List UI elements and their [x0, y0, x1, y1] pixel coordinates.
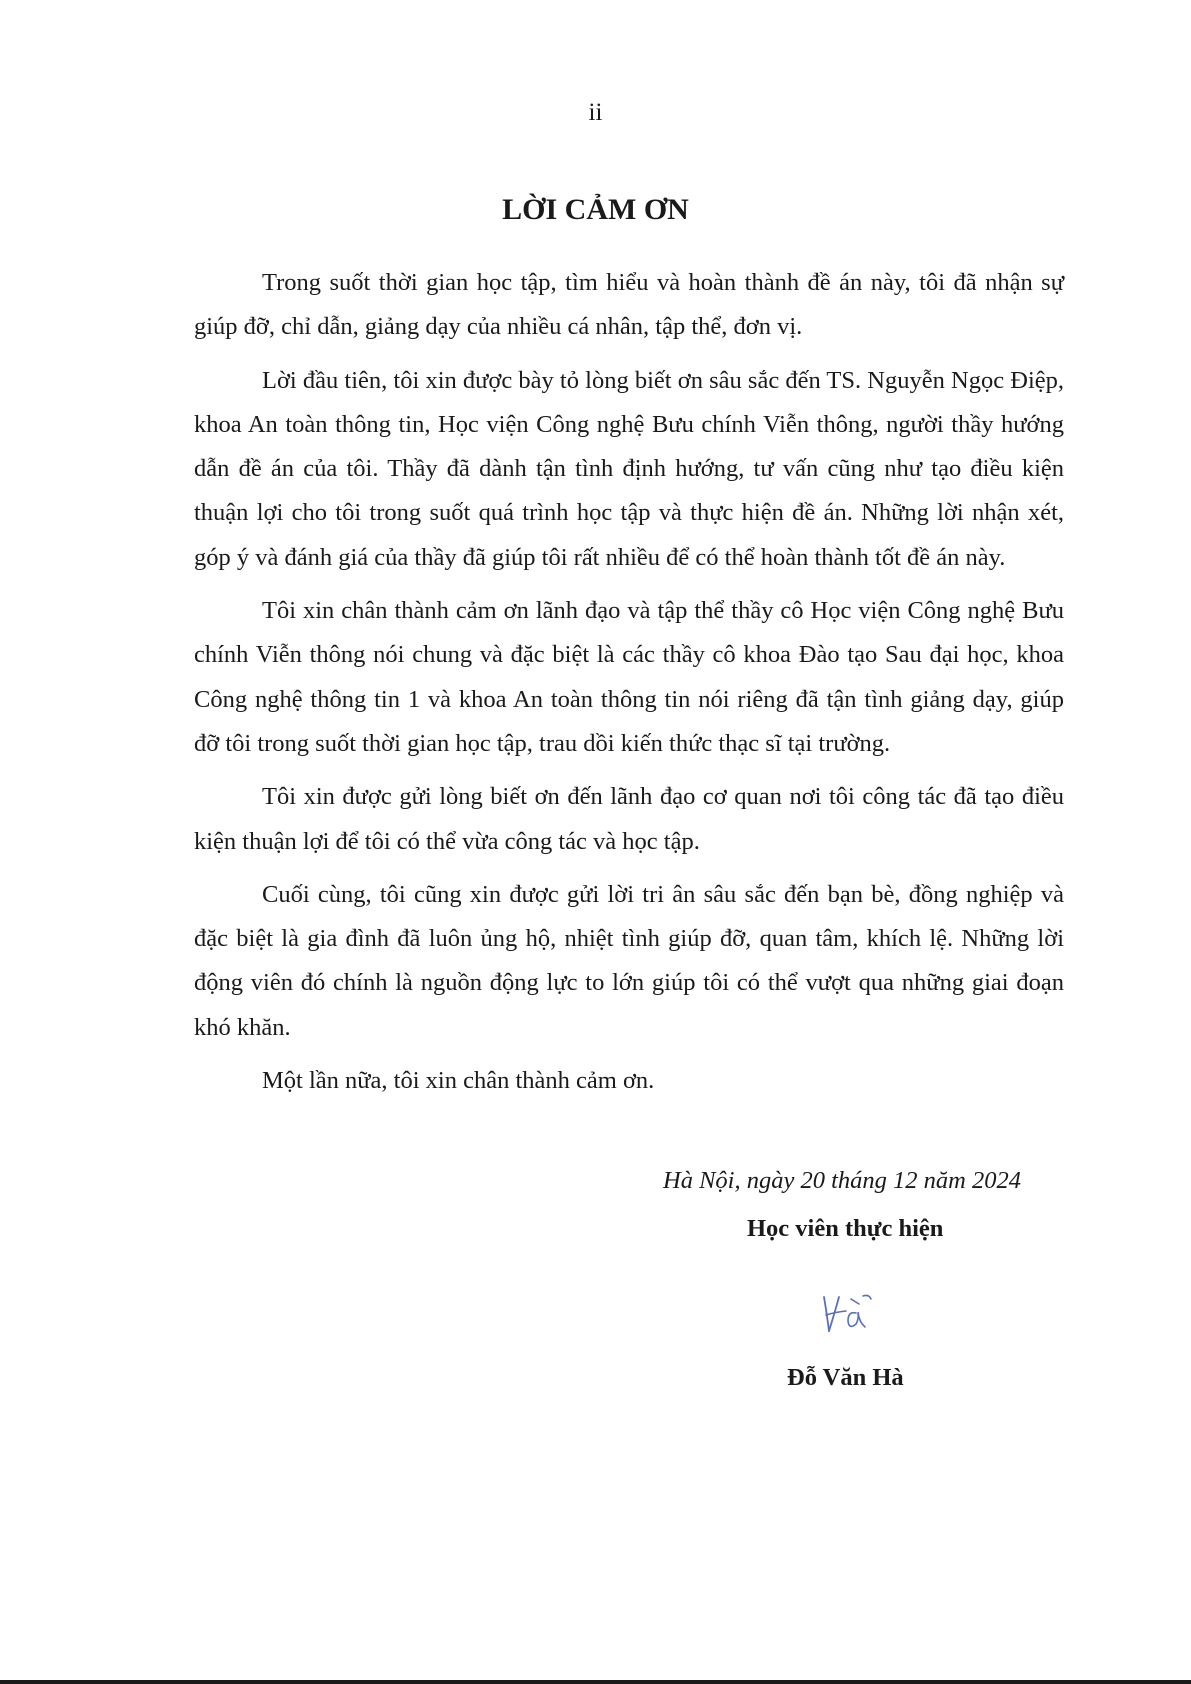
paragraph: Một lần nữa, tôi xin chân thành cảm ơn. [262, 1067, 655, 1095]
place-date: Hà Nội, ngày 20 tháng 12 năm 2024 [663, 1167, 1021, 1194]
signer-name: Đỗ Văn Hà [787, 1364, 904, 1391]
page-title: LỜI CẢM ƠN [502, 193, 689, 226]
handwritten-signature [818, 1281, 890, 1346]
scan-edge-divider [0, 1680, 1191, 1684]
paragraph: Tôi xin được gửi lòng biết ơn đến lãnh đạo cơ quan nơi tôi công tác đã tạo điều kiện thuận lợi để tôi có thể vừa công tác và học tập. [194, 783, 1064, 855]
paragraph: Tôi xin chân thành cảm ơn lãnh đạo và tập thể thầy cô Học viện Công nghệ Bưu chính Viễn thông nói chung và đặc biệt là các thầy cô khoa Đào tạo Sau đại học, khoa Công nghệ thông tin 1 và khoa An toàn thông tin nói riêng đã tận tình giảng dạy, giúp đỡ tôi trong suốt thời gian học tập, trau dồi kiến thức thạc sĩ tại trường. [194, 597, 1064, 757]
signer-role: Học viên thực hiện [747, 1215, 944, 1242]
paragraph: Trong suốt thời gian học tập, tìm hiểu và hoàn thành đề án này, tôi đã nhận sự giúp đỡ, chỉ dẫn, giảng dạy của nhiều cá nhân, tập thể, đơn vị. [194, 269, 1064, 341]
paragraph: Cuối cùng, tôi cũng xin được gửi lời tri ân sâu sắc đến bạn bè, đồng nghiệp và đặc biệt là gia đình đã luôn ủng hộ, nhiệt tình giúp đỡ, quan tâm, khích lệ. Những lời động viên đó chính là nguồn động lực to lớn giúp tôi có thể vượt qua những giai đoạn khó khăn. [194, 880, 1064, 1041]
page-number: ii [588, 99, 603, 126]
paragraph: Lời đầu tiên, tôi xin được bày tỏ lòng biết ơn sâu sắc đến TS. Nguyễn Ngọc Điệp, khoa An toàn thông tin, Học viện Công nghệ Bưu chính Viễn thông, người thầy hướng dẫn đề án của tôi. Thầy đã dành tận tình định hướng, tư vấn cũng như tạo điều kiện thuận lợi cho tôi trong suốt quá trình học tập và thực hiện đề án. Những lời nhận xét, góp ý và đánh giá của thầy đã giúp tôi rất nhiều để có thể hoàn thành tốt đề án này. [194, 366, 1064, 571]
signature-drawing [818, 1281, 890, 1341]
acknowledgement-body [194, 261, 1064, 1112]
